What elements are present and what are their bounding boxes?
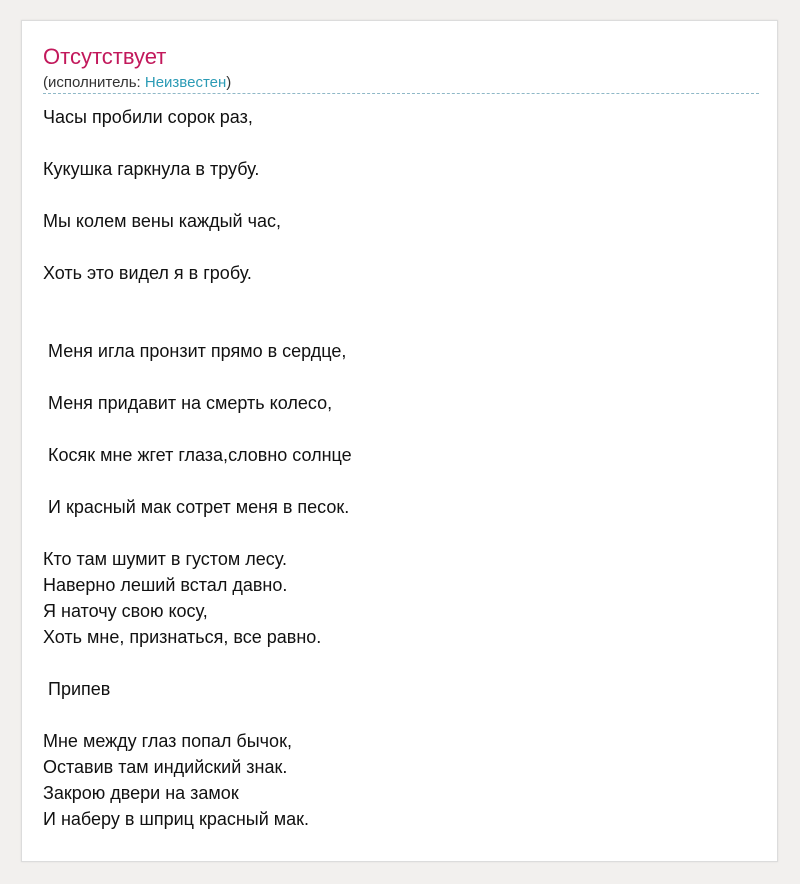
artist-line xyxy=(43,73,231,93)
artist-prefix: (исполнитель: xyxy=(43,74,145,91)
artist-link[interactable]: Неизвестен xyxy=(144,74,227,91)
lyrics-card xyxy=(21,20,778,862)
song-title: Отсутствует xyxy=(43,44,167,69)
artist-suffix: ) xyxy=(226,74,232,91)
lyrics-text: Часы пробили сорок раз, Кукушка гаркнула в трубу. Мы колем вены каждый час, Хоть это видел я в гробу. Меня игла пронзит прямо в сердце, Меня придавит на смерть колесо, Косяк мне жгет глаза,словно солнце И красный мак сотрет меня в песок. Кто там шумит в густом лесу. Наверно леший встал давно. Я наточу свою косу, Хоть мне, признаться, все равно. Припев Мне между глаз попал бычок, Оставив там индийский знак. Закрою двери на замок И наберу в шприц красный мак. xyxy=(43,107,352,829)
title-divider xyxy=(43,93,759,94)
